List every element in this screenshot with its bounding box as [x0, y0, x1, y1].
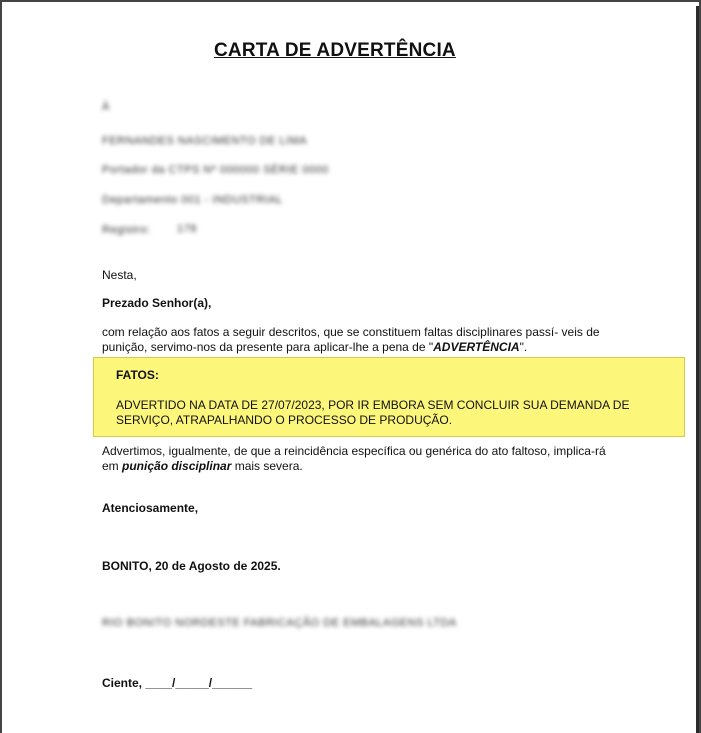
- facts-highlight-box: [93, 357, 685, 437]
- warning-line2-prefix: em: [102, 459, 123, 473]
- advertencia-emphasis: ADVERTÊNCIA: [433, 340, 520, 354]
- ciente-signature-line: Ciente, ____/_____/______: [102, 676, 253, 690]
- closing-text: Atenciosamente,: [102, 501, 199, 515]
- greeting-text: Prezado Senhor(a),: [102, 296, 212, 310]
- body-line2-prefix: punição, servimo-nos da presente para aplicar-lhe a pena de ": [102, 340, 434, 354]
- facts-line1: ADVERTIDO NA DATA DE 27/07/2023, POR IR EMBORA SEM CONCLUIR SUA DEMANDA DE: [116, 398, 630, 412]
- nesta-text: Nesta,: [102, 268, 137, 282]
- letter-title: CARTA DE ADVERTÊNCIA: [214, 40, 456, 61]
- body-paragraph-line1: com relação aos fatos a seguir descritos, que se constituem faltas disciplinares passí- veis de: [102, 325, 600, 339]
- recipient-registration-label: Registro:: [102, 224, 151, 236]
- warning-line2-suffix: mais severa.: [231, 459, 303, 473]
- facts-line2: SERVIÇO, ATRAPALHANDO O PROCESSO DE PRODUÇÃO.: [116, 413, 453, 427]
- place-date: BONITO, 20 de Agosto de 2025.: [102, 559, 281, 573]
- facts-heading: FATOS:: [116, 368, 159, 382]
- recipient-name: FERNANDES NASCIMENTO DE LIMA: [102, 135, 308, 147]
- body-line2-suffix: ".: [519, 340, 528, 354]
- recipient-department: Departamento 001 - INDUSTRIAL: [102, 194, 283, 206]
- recipient-registration-value: 178: [177, 223, 197, 235]
- recipient-ctps: Portador da CTPS Nº 000000 SÉRIE 0000: [102, 164, 329, 176]
- punicao-emphasis: punição disciplinar: [122, 459, 232, 473]
- recipient-salutation: À: [102, 101, 110, 113]
- document-page: [14, 6, 696, 733]
- warning-line2: [102, 459, 303, 474]
- warning-line1: Advertimos, igualmente, de que a reincidência específica ou genérica do ato faltoso, implica-rá: [102, 444, 606, 458]
- company-name: RIO BONITO NORDESTE FABRICAÇÃO DE EMBALAGENS LTDA: [102, 617, 457, 629]
- body-paragraph-line2: [102, 340, 527, 355]
